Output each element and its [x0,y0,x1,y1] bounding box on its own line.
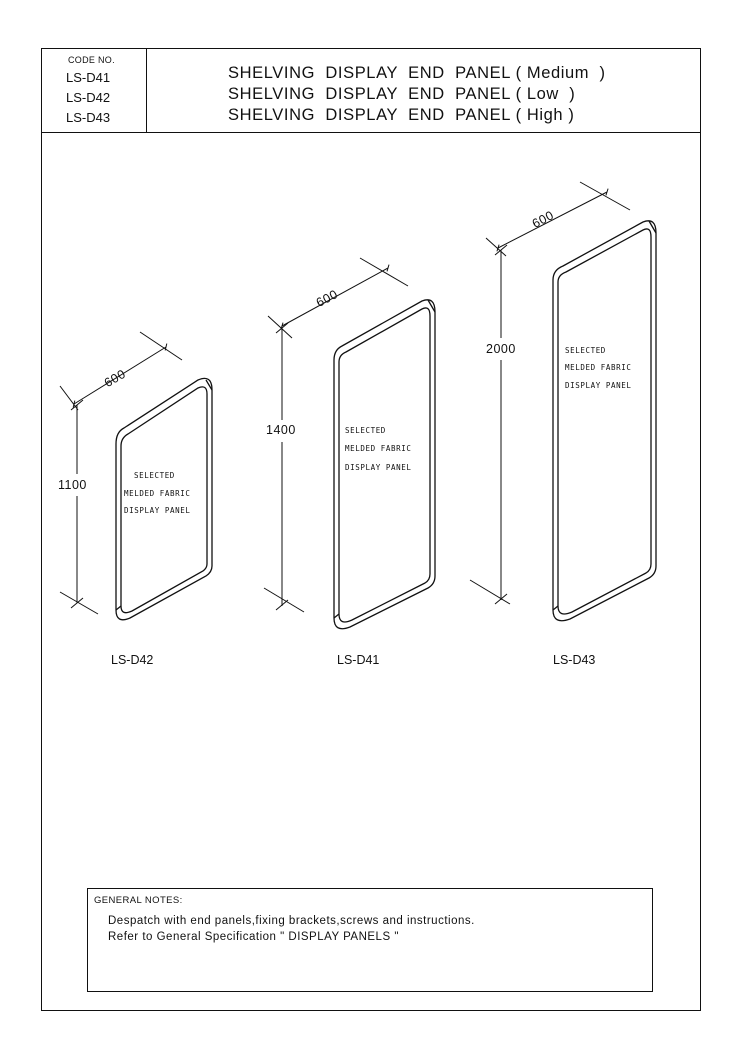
panel-ls-d42-model: LS-D42 [111,653,154,667]
panel-ls-d43-model: LS-D43 [553,653,596,667]
panel-ls-d43-height-label: 2000 [486,342,516,356]
title-high: SHELVING DISPLAY END PANEL ( High ) [228,106,575,124]
panel-ls-d42-fabric-line-1: SELECTED [134,471,175,480]
code-number-label: CODE NO. [68,55,115,65]
panel-ls-d43-fabric-line-3: DISPLAY PANEL [565,381,632,390]
general-notes-title: GENERAL NOTES: [94,895,183,906]
code-ls-d42: LS-D42 [66,90,111,105]
panel-ls-d43-width-label: 600 [529,208,557,231]
code-ls-d41: LS-D41 [66,70,111,85]
general-note-2: Refer to General Specification " DISPLAY PANELS " [108,931,399,943]
panel-ls-d42-height-label: 1100 [58,478,87,492]
panel-ls-d41-width-label: 600 [313,287,341,310]
panel-ls-d41-fabric-line-2: MELDED FABRIC [345,444,412,453]
title-medium: SHELVING DISPLAY END PANEL ( Medium ) [228,64,606,82]
panel-ls-d42-fabric-line-3: DISPLAY PANEL [124,506,191,515]
drawing-sheet [41,48,701,1011]
panel-ls-d41-fabric-line-1: SELECTED [345,426,386,435]
general-note-1: Despatch with end panels,fixing brackets,screws and instructions. [108,915,475,927]
general-notes-box [87,888,653,992]
panel-ls-d41-fabric-line-3: DISPLAY PANEL [345,463,412,472]
panel-ls-d43-fabric-line-1: SELECTED [565,346,606,355]
panel-ls-d41-model: LS-D41 [337,653,380,667]
panel-ls-d42-width-label: 600 [101,366,129,391]
title-block [42,49,700,133]
panel-ls-d42-fabric-line-2: MELDED FABRIC [124,489,191,498]
title-low: SHELVING DISPLAY END PANEL ( Low ) [228,85,576,103]
code-ls-d43: LS-D43 [66,110,111,125]
panel-ls-d41-height-label: 1400 [266,423,296,437]
panel-ls-d43-fabric-line-2: MELDED FABRIC [565,363,632,372]
code-number-column [42,49,147,132]
